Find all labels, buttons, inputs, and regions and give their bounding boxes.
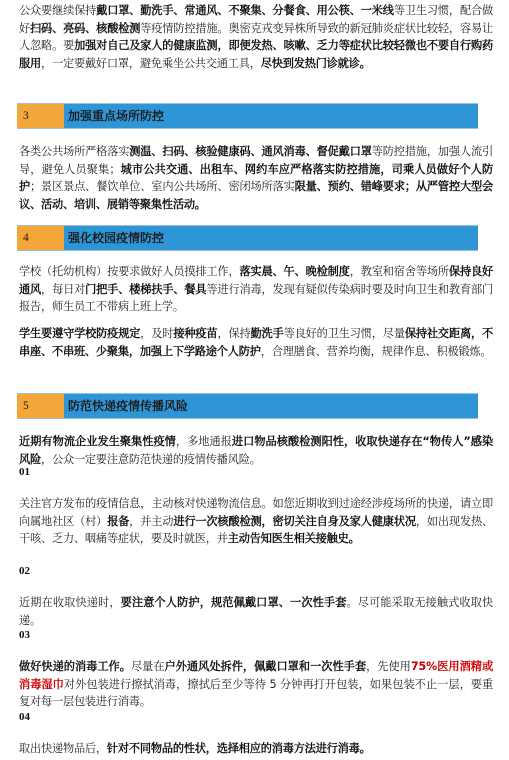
text: ，如出现发热、干咳、乏力、咽痛等症状，要及时就医，并: [19, 514, 493, 545]
bold-text: 进行一次核酸检测，密切关注自身及家人健康状况: [173, 514, 416, 528]
bold-text: 尽快到发热门诊就诊。: [260, 56, 371, 70]
item-number: 03: [19, 629, 30, 641]
text: ，先使用: [366, 660, 411, 673]
section-number: 5: [17, 394, 64, 418]
bold-text: 学生要遵守学校防疫规定: [19, 327, 141, 340]
bold-text: ，即便发热、咳嗽、乏力等症状比较轻微也不要自行购药服用: [19, 39, 493, 70]
section-3-paragraph: [19, 143, 493, 213]
text: ，并主动: [129, 514, 174, 528]
intro-paragraph: [19, 2, 493, 72]
bold-text: 针对不同物品的性状，选择相应的消毒方法进行消毒。: [106, 742, 371, 755]
section-5-paragraph-2: [19, 495, 493, 548]
text: 近期在收取快递时，: [19, 596, 121, 609]
section-header-5: [17, 393, 478, 419]
text: 各类公共场所严格落实: [19, 145, 130, 158]
text: 等疫情防控措施。奥密克戎变异株所导致的新冠肺炎症状比较轻，容易让人忽略。要: [19, 21, 493, 52]
text: 等进行消毒，发现有疑似传染病时要及时向卫生和教育部门报告，师生员工不带病上班上学。: [19, 282, 493, 313]
text: ，多地通报: [175, 435, 232, 448]
section-title: 强化校园疫情防控: [64, 226, 478, 250]
text: 公众要继续保持: [19, 4, 97, 17]
text: ，合理膳食、营养均衡，规律作息、积极锻炼。: [260, 344, 492, 358]
section-5-paragraph-3: [19, 594, 493, 629]
text: ，教室和宿舍等场所: [349, 265, 449, 278]
text: ，保持: [217, 327, 251, 340]
bold-text: 保持良好通风: [19, 265, 493, 296]
section-5-paragraph-1: [19, 433, 493, 468]
bold-text: 戴口罩、勤洗手、常通风、不聚集、分餐食、用公筷、一米线: [96, 4, 394, 17]
bold-text: 做好快递的消毒工作。: [19, 660, 131, 673]
text: 对外包装进行擦拭消毒，擦拭后至少等待 5 分钟再打开包装，如果包装不止一层，要重复对每一层包装进行消毒。: [19, 677, 494, 708]
section-4-paragraph-2: [19, 325, 493, 360]
bold-text: 主动告知医生相关接触史。: [227, 532, 360, 545]
bold-text: 测温、扫码、核验健康码、通风消毒、督促戴口罩: [129, 145, 372, 158]
bold-text: 加强对自己及家人的健康监测: [74, 39, 218, 52]
section-4-paragraph-1: [19, 263, 493, 316]
section-title: 加强重点场所防控: [64, 104, 478, 128]
item-number: 04: [19, 711, 30, 723]
item-number: 02: [19, 565, 30, 577]
bold-text: 报备: [107, 514, 130, 528]
text: 关注官方发布的疫情信息，主动核对快递物流信息。如您近期收到过途经涉疫场所的快递，请立即向属地社区（村）: [19, 497, 493, 528]
bold-text: 75%医用酒精或消毒湿巾: [19, 660, 493, 691]
text: ，一定要戴好口罩，避免乘坐公共交通工具，: [40, 56, 261, 70]
text: 等良好的卫生习惯，尽量: [283, 327, 405, 340]
text: ；景区景点、餐饮单位、室内公共场所、密闭场所落实: [30, 180, 295, 193]
section-title: 防范快递疫情传播风险: [64, 394, 478, 418]
bold-text: 城市公共交通、出租车、网约车应严格落实防控措施，司乘人员做好个人防护: [19, 162, 494, 193]
section-header-3: [17, 103, 478, 129]
bold-text: 进口物品核酸检测阳性，收取快递存在“物传人”感染风险: [19, 435, 493, 466]
bold-text: 接种疫苗: [173, 327, 218, 340]
section-number: 3: [17, 104, 64, 128]
bold-text: 近期有物流企业发生聚集性疫情: [19, 435, 176, 448]
text: 。尽可能采取无接触式收取快递。: [19, 596, 493, 627]
section-5-paragraph-5: [19, 740, 493, 758]
item-number: 01: [19, 466, 30, 478]
section-5-paragraph-4: [19, 658, 493, 711]
bold-text: 落实晨、午、晚检制度: [239, 265, 350, 278]
text: 等防控措施，加强人流引导，避免人员聚集；: [19, 145, 493, 176]
text: ，每日对: [41, 282, 86, 296]
bold-text: 门把手、楼梯扶手、餐具: [85, 282, 207, 296]
text: 尽量在: [130, 660, 165, 673]
text: 取出快递物品后，: [19, 742, 107, 755]
bold-text: 要注意个人防护，规范佩戴口罩、一次性手套: [120, 596, 347, 609]
text: 等卫生习惯，配合做好: [19, 4, 493, 35]
text: ，公众一定要注意防范快递的疫情传播风险。: [40, 452, 261, 466]
text: ，及时: [140, 327, 174, 340]
text: 学校（托幼机构）按要求做好人员摸排工作，: [19, 265, 240, 278]
bold-text: 扫码、亮码、核酸检测: [30, 21, 141, 35]
bold-text: 户外通风处拆件，佩戴口罩和一次性手套: [164, 660, 367, 673]
bold-text: 限量、预约、错峰要求；从严管控大型会议、活动、培训、展销等聚集性活动。: [19, 180, 493, 211]
bold-text: 保持社交距离，不串座、不串班、少聚集，加强上下学路途个人防护: [19, 327, 494, 358]
section-header-4: [17, 225, 478, 251]
section-number: 4: [17, 226, 64, 250]
bold-text: 勤洗手: [250, 327, 284, 340]
